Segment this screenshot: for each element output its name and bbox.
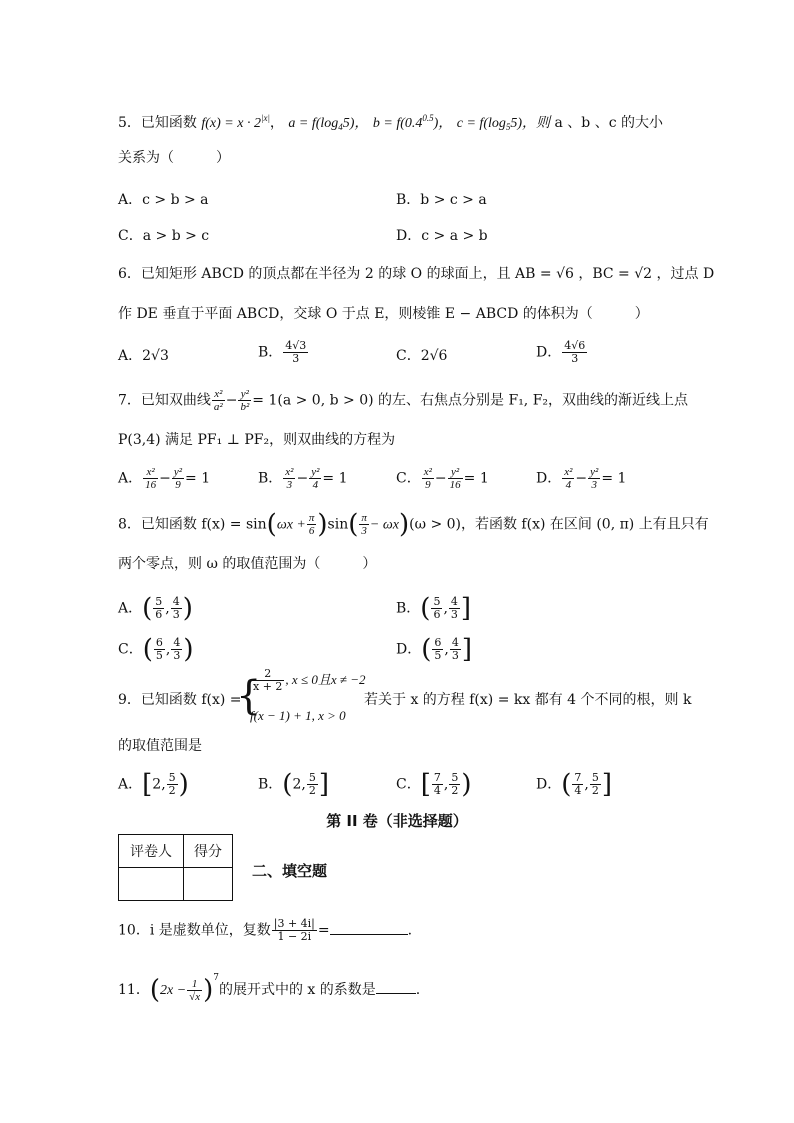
q10-lead: 10．i 是虚数单位，复数 <box>118 922 271 939</box>
q6-b-frac <box>283 340 308 365</box>
q8-paren-close-2: ) <box>398 509 410 540</box>
q8-d-f2 <box>450 637 461 662</box>
q8-option-a: A．( $\frac{5}{6}$ , $\frac{4}{3}$ ) <box>118 593 193 624</box>
q8-c-f1 <box>154 637 165 662</box>
q9-a-label: A． <box>118 776 143 793</box>
q9-case1-num: 2 <box>251 668 284 681</box>
q7-d-yden: 3 <box>591 479 597 491</box>
q7-option-b: B． $\frac{\text{x²}}{3}$ − $\frac{\text{y²}}{4}$ = 1 <box>258 466 348 491</box>
q5-option-b: B．b > c > a <box>396 192 487 208</box>
q7-rest: = 1(a > 0, b > 0) 的左、右焦点分别是 F₁, F₂，双曲线的渐近线上点 <box>252 392 689 409</box>
q9-case1 <box>250 668 366 693</box>
q5-b <box>372 113 453 131</box>
q6-option-b <box>258 340 309 365</box>
q8-d-open: ( <box>421 634 432 665</box>
grader-cell[interactable] <box>119 868 184 901</box>
q7-b-xden: 3 <box>286 479 293 491</box>
q9-case1-cond: , x ≤ 0且x ≠ −2 <box>285 672 366 687</box>
q9-option-c: C．[ $\frac{7}{4}$ , $\frac{5}{2}$ ) <box>396 769 472 800</box>
q8-line2: 两个零点，则 ω 的取值范围为（ ） <box>118 556 377 572</box>
q5-a-sub: 4 <box>338 122 343 132</box>
q7-c-xnum: x² <box>423 466 432 478</box>
q5-line2: 关系为（ ） <box>118 150 230 166</box>
q8-pi-1: π <box>308 512 315 524</box>
q9-option-d: D．( $\frac{7}{4}$ , $\frac{5}{2}$ ] <box>536 769 612 800</box>
q11-paren-close: ) <box>203 975 214 1005</box>
q9-brace: { <box>236 673 262 719</box>
q9-a-close: ) <box>178 769 189 800</box>
q7-a-label: A． <box>118 470 143 487</box>
q9-c-f1 <box>432 772 443 797</box>
q7-a-ynum: y² <box>173 466 183 478</box>
q8-d-n2: 4 <box>451 636 459 649</box>
q8-b-f2 <box>449 596 460 621</box>
q8-paren-close-1: ) <box>317 509 328 540</box>
q9-option-b <box>258 769 329 800</box>
q7-y2: y² <box>238 388 251 401</box>
q10-den: 1 − 2i <box>277 930 312 943</box>
q7-a-yden: 9 <box>175 479 181 491</box>
q5-c-end: 5)，则 <box>510 116 551 131</box>
q7-b-xnum: x² <box>285 466 294 478</box>
q8-d-close: ] <box>461 634 472 665</box>
q8-d-d1: 5 <box>434 649 442 662</box>
q7-b-xfrac <box>283 466 295 491</box>
q7-a2: a² <box>213 401 223 413</box>
q5-b-end: )， <box>433 116 453 131</box>
q7-c-ynum: y² <box>448 466 463 479</box>
q7-option-a: A． $\frac{\text{x²}}{16}$ − $\frac{\text{y²}}{9}$ = 1 <box>118 466 211 491</box>
q5-option-a: A．c > b > a <box>118 192 209 208</box>
q6-b-num: 4√3 <box>285 339 307 352</box>
q8-six: 6 <box>308 525 315 537</box>
q8-a-n2: 4 <box>172 595 180 608</box>
q8-b-close: ] <box>460 593 472 624</box>
q9-b-n: 5 <box>308 771 316 784</box>
q8-sin2: sin <box>327 516 349 533</box>
q8-rest: (ω > 0)，若函数 f(x) 在区间 (0, π) 上有且只有 <box>409 516 709 533</box>
q9-b-frac <box>307 772 318 797</box>
q8-c-n2: 4 <box>173 636 181 649</box>
q5-a-end: 5)， <box>342 116 369 131</box>
q7-a-eq: = 1 <box>185 470 211 487</box>
q9-c-open: [ <box>420 769 431 800</box>
q9-b-left: 2, <box>292 776 306 793</box>
q5-lead: 5．已知函数 <box>118 115 197 131</box>
q7-lead: 7．已知双曲线 <box>118 392 211 409</box>
q8-option-d: D．( $\frac{6}{5}$ , $\frac{4}{3}$ ] <box>396 634 472 665</box>
q8-a-close: ) <box>182 593 193 624</box>
q7-c-yden: 16 <box>449 479 461 491</box>
q8-option-c: C．( $\frac{6}{5}$ , $\frac{4}{3}$ ) <box>118 634 194 665</box>
q10-line <box>118 918 412 943</box>
q11-answer-blank[interactable] <box>376 979 416 994</box>
q6-option-c: C．2√6 <box>396 348 448 364</box>
q8-b-d1: 6 <box>433 608 441 621</box>
q11-sqrtx: √x <box>189 990 201 1003</box>
q9-d-label: D． <box>536 776 562 793</box>
q7-d-ynum: y² <box>590 466 599 478</box>
q6-option-d <box>536 340 588 365</box>
q8-part2: − ωx <box>369 517 399 533</box>
q11-paren-open: ( <box>149 975 160 1005</box>
q9-b-close: ] <box>318 769 329 800</box>
q7-b-label: B． <box>258 470 283 487</box>
q8-d-n1: 6 <box>434 636 442 649</box>
q8-b-f1 <box>431 596 442 621</box>
q7-d-xden: 4 <box>565 479 572 491</box>
q8-a-label: A． <box>118 600 143 617</box>
q9-option-a <box>118 769 189 800</box>
q5-line1: 5．已知函数 $f(x) = x \cdot 2^{|x|}$， $a = f(\log_45)$， $b = f(0.4^{0.5})$， $c = f(\log_55)$，则 a 、b 、c 的大小 <box>118 113 663 132</box>
q11-line <box>118 968 420 1003</box>
q5-option-d: D．c > a > b <box>396 228 488 244</box>
q8-b-n1: 5 <box>433 595 441 608</box>
q7-d-label: D． <box>536 470 562 487</box>
q9-d-n1: 7 <box>574 771 582 784</box>
q9-a-d: 2 <box>168 784 176 797</box>
q9-c-d: 2 <box>451 784 459 797</box>
q8-option-b: B．( $\frac{5}{6}$ , $\frac{4}{3}$ ] <box>396 593 472 624</box>
q8-c-d1: 5 <box>155 649 163 662</box>
q9-d-d1: 4 <box>574 784 582 797</box>
q7-yb-frac <box>238 388 251 413</box>
q7-a-xnum: x² <box>143 466 158 479</box>
grader-header: 评卷人 <box>119 835 184 868</box>
q8-c-close: ) <box>183 634 194 665</box>
q9-case2: f(x − 1) + 1, x > 0 <box>250 708 346 723</box>
q5-c-sub: 5 <box>505 122 511 132</box>
q11-inner: 2x − <box>159 983 187 998</box>
q8-a-f1 <box>153 596 164 621</box>
q7-c-xden: 9 <box>425 479 431 491</box>
q9-d-open: ( <box>561 769 572 800</box>
q6-d-den: 3 <box>571 352 579 365</box>
q9-d-f1 <box>572 772 583 797</box>
q7-c-yfrac <box>448 466 463 491</box>
q7-line1 <box>118 388 688 413</box>
q7-b2: b² <box>240 401 250 413</box>
q5-c-text: c = f(log <box>456 116 506 131</box>
q11-rest: 的展开式中的 x 的系数是 <box>218 982 376 998</box>
q5-b-sup: 0.5 <box>422 113 434 123</box>
q7-c-eq: = 1 <box>463 470 489 487</box>
q6-d-num: 4√6 <box>564 339 586 352</box>
q9-b-open: ( <box>282 769 293 800</box>
q5-tail: a 、b 、c 的大小 <box>554 115 663 131</box>
q5-c <box>457 116 550 131</box>
q7-b-eq: = 1 <box>322 470 348 487</box>
q6-d-frac <box>562 340 587 365</box>
q8-c-d2: 3 <box>173 649 181 662</box>
q8-c-label: C． <box>118 641 143 658</box>
q9-a-n: 5 <box>168 771 176 784</box>
q6-b-den: 3 <box>292 352 300 365</box>
q7-b-yfrac <box>309 466 321 491</box>
q8-c-f2 <box>171 637 182 662</box>
q6-option-a: A．2√3 <box>118 348 169 364</box>
q5-b-text: b = f(0.4 <box>372 116 423 131</box>
q6-b-label: B． <box>258 344 283 361</box>
q8-b-d2: 3 <box>450 608 458 621</box>
q8-a-d1: 6 <box>155 608 163 621</box>
part-two-heading: 二、填空题 <box>252 862 328 880</box>
q11-end: . <box>415 982 421 998</box>
q8-c-n1: 6 <box>155 636 163 649</box>
q9-a-left: 2, <box>152 776 166 793</box>
q7-d-eq: = 1 <box>601 470 627 487</box>
q9-b-d: 2 <box>308 784 316 797</box>
q8-a-f2 <box>171 596 182 621</box>
q9-rest: 若关于 x 的方程 f(x) = kx 都有 4 个不同的根，则 k <box>364 692 692 708</box>
q9-c-label: C． <box>396 776 421 793</box>
q7-c-label: C． <box>396 470 421 487</box>
q6-line2: 作 DE 垂直于平面 ABCD，交球 O 于点 E，则棱锥 E − ABCD 的体积为（ ） <box>118 306 649 322</box>
q7-xa-frac <box>212 388 225 413</box>
q9-d-f2 <box>590 772 601 797</box>
q9-c-n: 5 <box>451 771 459 784</box>
q7-option-c: C． $\frac{\text{x²}}{9}$ − $\frac{\text{y²}}{16}$ = 1 <box>396 466 489 491</box>
q5-a <box>288 116 368 131</box>
q8-d-f1 <box>432 637 443 662</box>
q9-c-n1: 7 <box>433 771 441 784</box>
q8-part1: ωx + <box>276 517 306 533</box>
q9-case1-frac <box>251 668 284 693</box>
q8-pi-2: π <box>361 512 367 524</box>
q8-a-open: ( <box>142 593 153 624</box>
q9-line2: 的取值范围是 <box>118 738 202 754</box>
q5-option-c: C．a > b > c <box>118 228 210 244</box>
q8-a-n1: 5 <box>155 595 163 608</box>
q11-one: 1 <box>187 978 202 991</box>
q8-line1 <box>118 509 709 540</box>
q8-paren-open-2: ( <box>348 509 359 540</box>
q6-d-label: D． <box>536 344 562 361</box>
q8-b-n2: 4 <box>450 595 458 608</box>
q9-lead: 9．已知函数 f(x) = <box>118 692 242 708</box>
q9-d-d: 2 <box>591 784 599 797</box>
score-header: 得分 <box>184 835 233 868</box>
q11-lead: 11． <box>118 982 150 998</box>
q5-fx-sup: |x| <box>260 113 270 123</box>
q7-line2: P(3,4) 满足 PF₁ ⊥ PF₂，则双曲线的方程为 <box>118 432 396 448</box>
q7-b-yden: 4 <box>312 479 319 491</box>
q7-d-xnum: x² <box>564 466 573 478</box>
q6-line1: 6．已知矩形 ABCD 的顶点都在半径为 2 的球 O 的球面上，且 AB = √6 ，BC = √2 ，过点 D <box>118 266 715 282</box>
q8-d-d2: 3 <box>451 649 459 662</box>
q9-d-n: 5 <box>591 771 599 784</box>
q8-a-d2: 3 <box>172 608 180 621</box>
q8-pi3 <box>359 512 369 537</box>
q8-pi6 <box>307 512 317 537</box>
q9-a-frac <box>167 772 178 797</box>
q9-case1-den: x + 2 <box>253 680 283 693</box>
q10-end: . <box>407 922 413 939</box>
q5-fx <box>201 113 270 131</box>
q5-fx-text: f(x) = x · 2 <box>201 116 261 131</box>
q7-a-xfrac <box>143 466 158 491</box>
q10-eq: = <box>317 922 330 939</box>
score-cell[interactable] <box>184 868 233 901</box>
q7-option-d: D． $\frac{\text{x²}}{4}$ − $\frac{\text{y²}}{3}$ = 1 <box>536 466 627 491</box>
grading-table <box>118 834 233 901</box>
q10-answer-blank[interactable] <box>330 920 408 935</box>
q7-d-xfrac <box>562 466 574 491</box>
q10-num: |3 + 4i| <box>273 917 315 930</box>
q9-b-label: B． <box>258 776 283 793</box>
q8-three: 3 <box>361 525 367 537</box>
q8-b-open: ( <box>420 593 431 624</box>
q8-d-label: D． <box>396 641 422 658</box>
q7-minus: − <box>225 392 238 409</box>
q8-paren-open-1: ( <box>266 509 277 540</box>
q8-c-open: ( <box>142 634 153 665</box>
q9-c-close: ) <box>461 769 472 800</box>
q7-d-yfrac <box>588 466 600 491</box>
q9-c-f2 <box>449 772 460 797</box>
q7-b-ynum: y² <box>311 466 320 478</box>
section-title: 第 II 卷（非选择题） <box>326 812 468 830</box>
q9-c-d1: 4 <box>433 784 441 797</box>
q8-lead: 8．已知函数 f(x) = sin <box>118 516 267 533</box>
q11-pow: 7 <box>213 973 219 983</box>
q9-d-close: ] <box>601 769 612 800</box>
q7-x2: x² <box>212 388 225 401</box>
q5-a-text: a = f(log <box>288 116 339 131</box>
q10-frac <box>272 918 317 943</box>
q8-b-label: B． <box>396 600 421 617</box>
q7-a-yfrac <box>172 466 184 491</box>
q11-frac <box>187 978 202 1003</box>
q7-a-xden: 16 <box>145 479 157 491</box>
q7-c-xfrac <box>422 466 434 491</box>
q9-a-open: [ <box>142 769 153 800</box>
